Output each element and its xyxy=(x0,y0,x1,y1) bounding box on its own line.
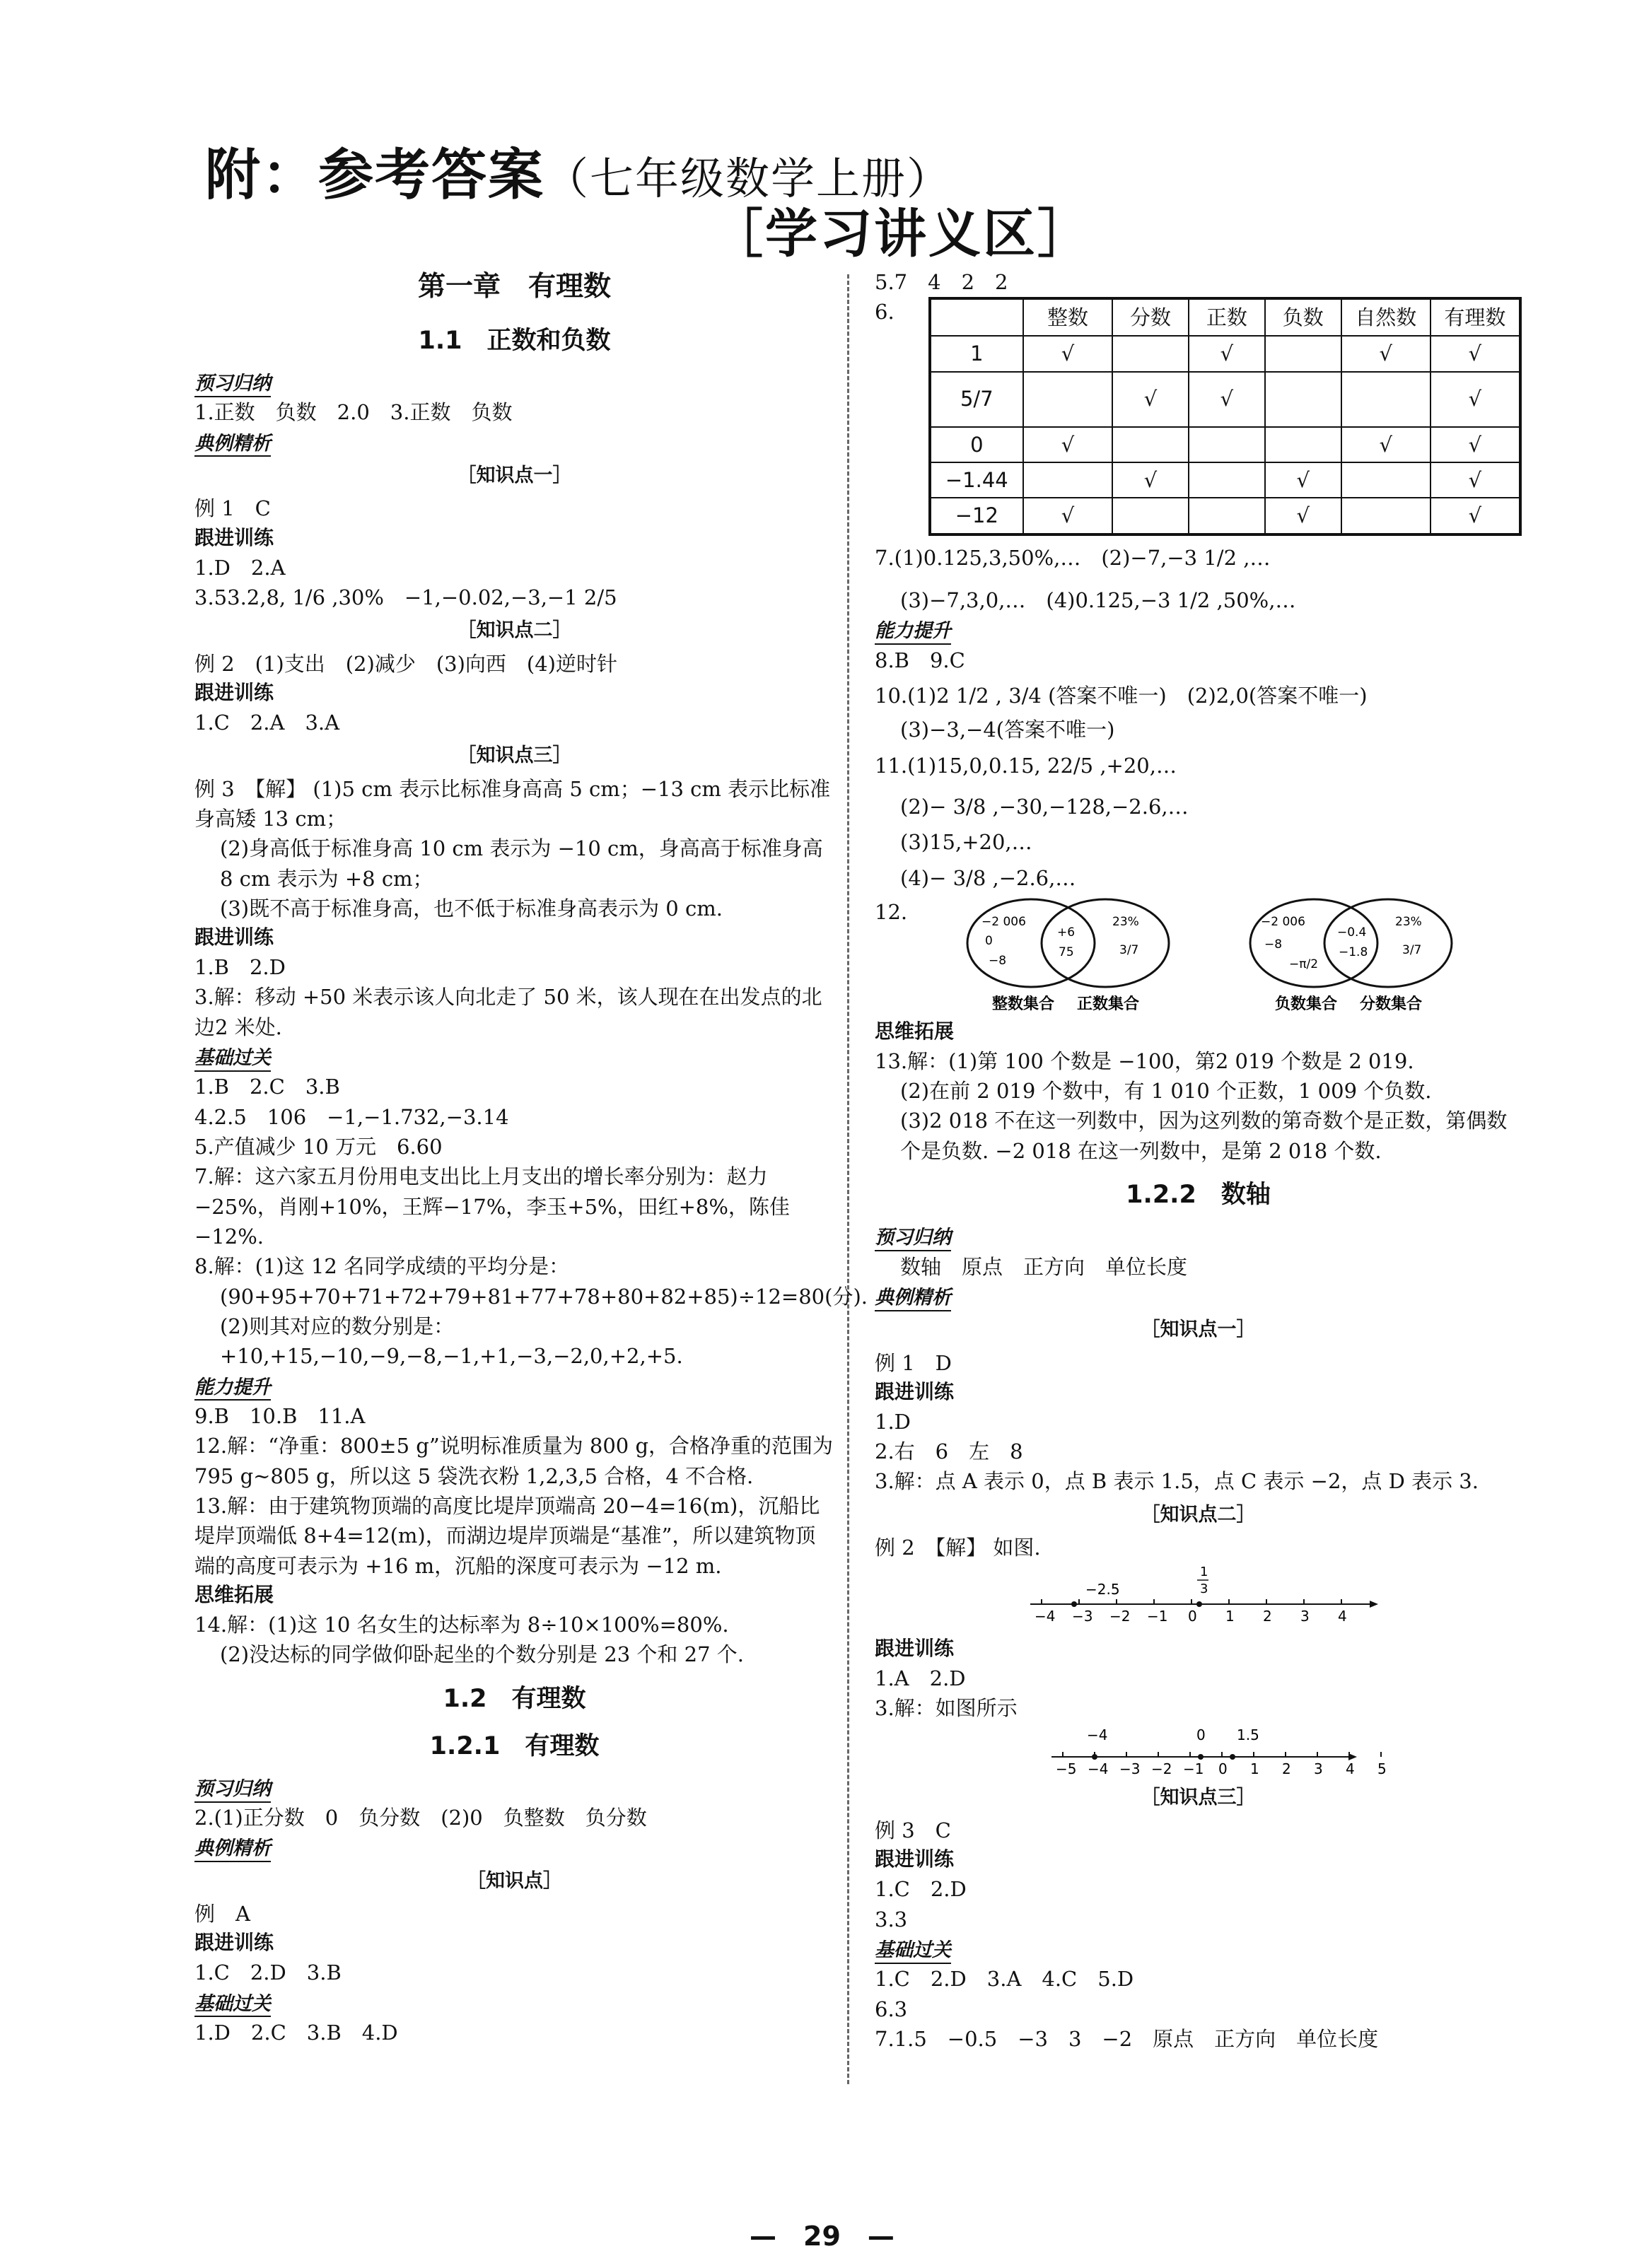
axis-tick-label: −2 xyxy=(1151,1760,1172,1778)
q6-block xyxy=(875,297,1522,535)
answer-line: 7.(1)0.125,3,50%,… (2)−7,−3 1/2 ,… xyxy=(875,545,1271,570)
table-cell: √ xyxy=(1023,498,1112,534)
axis-tick-label: −3 xyxy=(1119,1760,1141,1778)
answer-line: 3.53.2,8, 1/6 ,30% −1,−0.02,−3,−1 2/5 xyxy=(194,585,617,609)
axis-tick-label: 4 xyxy=(1338,1607,1347,1625)
axis-tick-label: 5 xyxy=(1377,1760,1387,1778)
point-c xyxy=(1230,1754,1235,1760)
table-cell xyxy=(1265,427,1341,462)
table-header-cell xyxy=(930,298,1023,336)
table-cell xyxy=(1112,427,1189,462)
table-row xyxy=(930,336,1520,371)
section-title: 1.2 有理数 xyxy=(443,1684,586,1713)
table-row xyxy=(930,498,1520,534)
example-answer: 例 3 C xyxy=(875,1818,951,1843)
point-label: −4 xyxy=(1087,1726,1108,1744)
venn-ellipse xyxy=(1324,899,1452,987)
venn-diagrams xyxy=(907,897,1487,1017)
axis-arrow xyxy=(1370,1601,1378,1608)
knowledge-point: ［知识点二］ xyxy=(457,619,572,642)
classification-table xyxy=(928,297,1522,535)
answer-line: (3)既不高于标准身高，也不低于标准身高表示为 0 cm. xyxy=(220,896,723,920)
axis-tick-label: −1 xyxy=(1147,1607,1168,1625)
think-heading: 思维拓展 xyxy=(194,1583,274,1607)
table-cell xyxy=(1265,372,1341,427)
table-cell: √ xyxy=(1112,372,1189,427)
axis-tick-label: 4 xyxy=(1346,1760,1355,1778)
axis-tick-label: −4 xyxy=(1088,1760,1109,1778)
right-column xyxy=(875,267,1522,2054)
column-divider xyxy=(847,274,849,2084)
table-cell: −12 xyxy=(930,498,1023,534)
knowledge-point: ［知识点一］ xyxy=(457,464,572,487)
axis-tick-label: −1 xyxy=(1183,1760,1204,1778)
table-cell: √ xyxy=(1189,336,1265,371)
subsection-title: 1.2.1 有理数 xyxy=(429,1731,600,1760)
answer-line: 7.解：这六家五月份用电支出比上月支出的增长率分别为：赵力−25%，肖刚+10%，王辉−17%，李玉+5%，田红+8%，陈佳−12%. xyxy=(194,1164,790,1249)
table-cell: √ xyxy=(1023,336,1112,371)
table-cell: √ xyxy=(1431,372,1520,427)
table-cell xyxy=(1112,336,1189,371)
venn-set-name: 正数集合 xyxy=(1077,995,1140,1013)
follow-heading: 跟进训练 xyxy=(194,525,274,549)
point-label-b-num: 1 xyxy=(1200,1564,1208,1579)
tag-basic: 基础过关 xyxy=(875,1939,951,1964)
venn-label: 75 xyxy=(1059,945,1074,959)
answer-line: 数轴 原点 正方向 单位长度 xyxy=(900,1254,1188,1279)
follow-heading: 跟进训练 xyxy=(875,1379,955,1403)
answer-line: 4.2.5 106 −1,−1.732,−3.14 xyxy=(194,1104,509,1129)
axis-tick-label: −5 xyxy=(1056,1760,1077,1778)
table-header-row xyxy=(930,298,1520,336)
knowledge-point: ［知识点］ xyxy=(467,1869,562,1892)
tag-examples: 典例精析 xyxy=(875,1286,951,1311)
answer-line: 7.1.5 −0.5 −3 3 −2 原点 正方向 单位长度 xyxy=(875,2026,1379,2051)
venn-label: 0 xyxy=(985,933,993,948)
answer-line: 5.7 4 2 2 xyxy=(875,270,1008,294)
venn-label: +6 xyxy=(1057,925,1076,940)
number-line-1 xyxy=(875,1563,1511,1627)
venn-label: −π/2 xyxy=(1289,957,1319,971)
knowledge-point: ［知识点一］ xyxy=(1141,1319,1256,1341)
point-a xyxy=(1071,1601,1077,1607)
answer-line: 1.D 2.C 3.B 4.D xyxy=(194,2021,398,2045)
venn-label: −2 006 xyxy=(1261,914,1306,929)
example-answer: 例 A xyxy=(194,1902,250,1927)
table-cell: √ xyxy=(1431,462,1520,498)
table-cell: −1.44 xyxy=(930,462,1023,498)
venn-label: −8 xyxy=(1264,937,1283,952)
table-cell: 1 xyxy=(930,336,1023,371)
axis-tick-label: 1 xyxy=(1250,1760,1259,1778)
axis-tick-label: 3 xyxy=(1300,1607,1310,1625)
tag-ability: 能力提升 xyxy=(875,619,951,645)
table-cell: 0 xyxy=(930,427,1023,462)
table-header-cell: 整数 xyxy=(1023,298,1112,336)
table-cell: √ xyxy=(1265,498,1341,534)
table-header-cell: 分数 xyxy=(1112,298,1189,336)
table-row xyxy=(930,372,1520,427)
axis-tick-label: 2 xyxy=(1263,1607,1272,1625)
answer-line: (3)2 018 不在这一列数中，因为这列数的第奇数个是正数，第偶数个是负数. −2 018 在这一列数中，是第 2 018 个数. xyxy=(900,1109,1508,1163)
table-row xyxy=(930,427,1520,462)
venn-label: 3/7 xyxy=(1402,942,1422,957)
q12-block xyxy=(875,897,1522,1017)
answer-line: (2)则其对应的数分别是： xyxy=(220,1314,455,1339)
point-b xyxy=(1196,1601,1202,1607)
answer-line: 1.C 2.D 3.B xyxy=(194,1960,342,1985)
axis-tick-label: 0 xyxy=(1218,1760,1228,1778)
answer-line: (2)没达标的同学做仰卧起坐的个数分别是 23 个和 27 个. xyxy=(220,1642,744,1667)
table-header-cell: 负数 xyxy=(1265,298,1341,336)
follow-heading: 跟进训练 xyxy=(194,681,274,705)
answer-line: 14.解：(1)这 10 名女生的达标率为 8÷10×100%=80%. xyxy=(194,1612,729,1637)
follow-heading: 跟进训练 xyxy=(194,925,274,949)
tag-basic: 基础过关 xyxy=(194,1992,271,2018)
answer-line: 3.3 xyxy=(875,1907,908,1931)
answer-line: 12.解：“净重：800±5 g”说明标准质量为 800 g，合格净重的范围为 795 g~805 g，所以这 5 袋洗衣粉 1,2,3,5 合格，4 不合格. xyxy=(194,1434,834,1488)
venn-label: 23% xyxy=(1112,914,1139,929)
point-label: 0 xyxy=(1196,1726,1206,1744)
table-header-cell: 自然数 xyxy=(1341,298,1431,336)
page-title: 附：参考答案（七年级数学上册） xyxy=(205,144,952,207)
tag-examples: 典例精析 xyxy=(194,1837,271,1862)
answer-line: (4)− 3/8 ,−2.6,… xyxy=(900,865,1076,890)
table-cell xyxy=(1023,372,1112,427)
axis-tick-label: 0 xyxy=(1188,1607,1197,1625)
left-column xyxy=(194,267,868,2047)
table-cell xyxy=(1023,462,1112,498)
venn-label: −2 006 xyxy=(981,914,1027,929)
example-answer: 例 2 【解】 如图. xyxy=(875,1536,1041,1560)
answer-line: (3)15,+20,… xyxy=(900,830,1032,855)
follow-heading: 跟进训练 xyxy=(875,1636,955,1660)
table-cell: √ xyxy=(1431,427,1520,462)
answer-line: 9.B 10.B 11.A xyxy=(194,1404,366,1429)
venn-set-name: 整数集合 xyxy=(992,995,1055,1013)
table-cell xyxy=(1341,462,1431,498)
venn-diagram-2 xyxy=(1250,899,1452,1013)
point-label: 1.5 xyxy=(1237,1726,1259,1744)
axis-tick-label: 1 xyxy=(1225,1607,1235,1625)
answer-line: (2)在前 2 019 个数中，有 1 010 个正数，1 009 个负数. xyxy=(900,1079,1432,1104)
answer-line: (2)身高低于标准身高 10 cm 表示为 −10 cm，身高高于标准身高8 cm 表示为 +8 cm； xyxy=(220,836,823,891)
answer-line: 1.正数 负数 2.0 3.正数 负数 xyxy=(194,400,513,425)
answer-line: 13.解：(1)第 100 个数是 −100，第2 019 个数是 2 019. xyxy=(875,1048,1414,1073)
venn-set-name: 分数集合 xyxy=(1360,995,1423,1013)
answer-line: 1.D 2.A xyxy=(194,555,286,580)
tag-basic: 基础过关 xyxy=(194,1046,271,1072)
chapter-title: 第一章 有理数 xyxy=(417,271,611,303)
answer-line: 1.D xyxy=(875,1409,911,1434)
answer-line: 3.解：如图所示 xyxy=(875,1696,1018,1721)
table-cell xyxy=(1189,498,1265,534)
answer-line: 2.(1)正分数 0 负分数 (2)0 负整数 负分数 xyxy=(194,1806,647,1830)
example-answer: 例 1 D xyxy=(875,1350,952,1375)
think-heading: 思维拓展 xyxy=(875,1019,955,1043)
answer-line: 6.3 xyxy=(875,1997,908,2021)
answer-line: 1.C 2.D xyxy=(875,1877,967,1902)
venn-ellipse xyxy=(1042,899,1169,987)
table-cell xyxy=(1341,498,1431,534)
venn-label: −0.4 xyxy=(1337,925,1367,940)
answer-line: 6. xyxy=(875,300,895,325)
example-answer: 例 2 (1)支出 (2)减少 (3)向西 (4)逆时针 xyxy=(194,651,617,676)
table-cell: √ xyxy=(1023,427,1112,462)
answer-line: 8.B 9.C xyxy=(875,648,965,672)
venn-diagram-1 xyxy=(967,899,1169,1013)
subsection-title: 1.2.2 数轴 xyxy=(1126,1181,1271,1210)
axis-tick-label: −3 xyxy=(1072,1607,1093,1625)
region-title: ［学习讲义区］ xyxy=(711,204,1092,264)
table-cell xyxy=(1265,336,1341,371)
page-subtitle: （七年级数学上册） xyxy=(544,153,952,204)
example-answer: 例 3 【解】 (1)5 cm 表示比标准身高高 5 cm；−13 cm 表示比标准身高矮 13 cm； xyxy=(194,776,831,831)
venn-label: 3/7 xyxy=(1119,942,1139,957)
table-row xyxy=(930,462,1520,498)
point-b xyxy=(1198,1754,1204,1760)
table-cell: √ xyxy=(1431,336,1520,371)
table-header-cell: 有理数 xyxy=(1431,298,1520,336)
follow-heading: 跟进训练 xyxy=(875,1847,955,1871)
table-cell xyxy=(1189,462,1265,498)
answer-line: 11.(1)15,0,0.15, 22/5 ,+20,… xyxy=(875,753,1177,778)
answer-line: 1.C 2.D 3.A 4.C 5.D xyxy=(875,1967,1134,1992)
axis-tick-label: −4 xyxy=(1035,1607,1056,1625)
section-title: 1.1 正数和负数 xyxy=(418,326,611,355)
answer-line: (90+95+70+71+72+79+81+77+78+80+82+85)÷12=80(分). xyxy=(220,1284,868,1309)
table-cell xyxy=(1112,498,1189,534)
answer-line: 3.解：点 A 表示 0，点 B 表示 1.5，点 C 表示 −2，点 D 表示 3. xyxy=(875,1469,1479,1494)
answer-line: 1.A 2.D xyxy=(875,1666,966,1690)
table-cell: 5/7 xyxy=(930,372,1023,427)
answer-line: 8.解：(1)这 12 名同学成绩的平均分是： xyxy=(194,1254,570,1279)
tag-ability: 能力提升 xyxy=(194,1376,271,1401)
number-line-2 xyxy=(875,1723,1511,1779)
axis-tick-label: 2 xyxy=(1282,1760,1291,1778)
venn-label: −8 xyxy=(989,953,1007,968)
table-cell: √ xyxy=(1341,427,1431,462)
venn-set-name: 负数集合 xyxy=(1275,995,1338,1013)
tag-preview: 预习归纳 xyxy=(194,372,271,397)
table-cell: √ xyxy=(1265,462,1341,498)
answer-line: 2.右 6 左 8 xyxy=(875,1439,1023,1464)
axis-tick-label: 3 xyxy=(1314,1760,1323,1778)
table-cell: √ xyxy=(1189,372,1265,427)
answer-line: (3)−7,3,0,… (4)0.125,−3 1/2 ,50%,… xyxy=(900,588,1296,612)
answer-line: 3.解：移动 +50 米表示该人向北走了 50 米，该人现在在出发点的北边2 米处. xyxy=(194,985,822,1039)
table-cell xyxy=(1189,427,1265,462)
answer-line: 1.B 2.D xyxy=(194,955,286,980)
knowledge-point: ［知识点二］ xyxy=(1141,1503,1256,1526)
tag-preview: 预习归纳 xyxy=(875,1226,951,1251)
knowledge-point: ［知识点三］ xyxy=(457,744,572,767)
table-cell xyxy=(1341,372,1431,427)
tag-preview: 预习归纳 xyxy=(194,1777,271,1803)
answer-line: 12. xyxy=(875,899,908,924)
answer-line: 10.(1)2 1/2 , 3/4 (答案不唯一) (2)2,0(答案不唯一) xyxy=(875,683,1368,708)
answer-line: 1.B 2.C 3.B xyxy=(194,1075,340,1099)
table-header-cell: 正数 xyxy=(1189,298,1265,336)
table-cell: √ xyxy=(1431,498,1520,534)
axis-tick-label: −2 xyxy=(1109,1607,1131,1625)
knowledge-point: ［知识点三］ xyxy=(1141,1786,1256,1808)
table-cell: √ xyxy=(1112,462,1189,498)
point-label-b-den: 3 xyxy=(1200,1581,1208,1596)
venn-label: −1.8 xyxy=(1339,945,1368,959)
answer-line: 13.解：由于建筑物顶端的高度比堤岸顶端高 20−4=16(m)，沉船比堤岸顶端低 8+4=12(m)，而湖边堤岸顶端是“基准”，所以建筑物顶端的高度可表示为 +16 m，沉船的深度可表示为 −12 m. xyxy=(194,1494,820,1578)
tag-examples: 典例精析 xyxy=(194,432,271,457)
answer-line: (3)−3,−4(答案不唯一) xyxy=(900,718,1115,742)
point-label-a: −2.5 xyxy=(1085,1580,1120,1598)
point-a xyxy=(1092,1754,1097,1760)
follow-heading: 跟进训练 xyxy=(194,1931,274,1955)
table-cell: √ xyxy=(1341,336,1431,371)
page-number: — 29 — xyxy=(750,2221,895,2252)
answer-line: 5.产值减少 10 万元 6.60 xyxy=(194,1135,443,1159)
answer-line: 1.C 2.A 3.A xyxy=(194,710,340,735)
answer-line: +10,+15,−10,−9,−8,−1,+1,−3,−2,0,+2,+5. xyxy=(220,1344,683,1369)
answer-line: (2)− 3/8 ,−30,−128,−2.6,… xyxy=(900,794,1189,819)
example-answer: 例 1 C xyxy=(194,496,271,521)
venn-label: 23% xyxy=(1395,914,1422,929)
